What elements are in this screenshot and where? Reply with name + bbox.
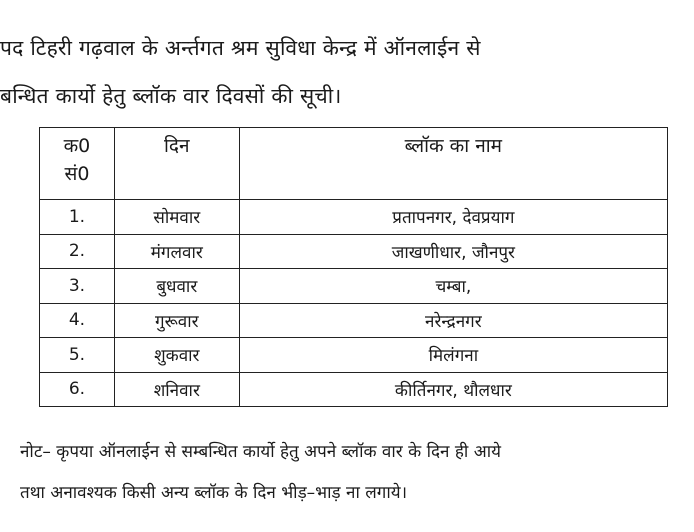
header-serial-line-2: सं0 — [64, 163, 90, 185]
cell-day: शनिवार — [114, 372, 239, 407]
cell-serial-number: 6. — [40, 372, 115, 407]
heading-line-1: पद टिहरी गढ़वाल के अर्न्तगत श्रम सुविधा केन्द्र में ऑनलाईन से — [0, 36, 481, 60]
cell-block-name: प्रतापनगर, देवप्रयाग — [239, 200, 667, 235]
note-line-2: तथा अनावश्यक किसी अन्य ब्लॉक के दिन भीड़–भाड़ ना लगाये। — [20, 483, 408, 503]
table-row — [40, 372, 668, 407]
header-serial-number — [40, 128, 115, 200]
block-schedule-table — [39, 127, 668, 407]
cell-serial-number: 1. — [40, 200, 115, 235]
heading-line-2: बन्धित कार्यो हेतु ब्लॉक वार दिवसों की सूची। — [0, 84, 342, 108]
cell-serial-number: 2. — [40, 234, 115, 269]
table-row — [40, 303, 668, 338]
note-line-1: नोट– कृपया ऑनलाईन से सम्बन्धित कार्यो हेतु अपने ब्लॉक वार के दिन ही आये — [20, 442, 501, 462]
header-serial-line-1: क0 — [63, 135, 91, 157]
cell-serial-number: 5. — [40, 338, 115, 373]
cell-serial-number: 4. — [40, 303, 115, 338]
cell-block-name: कीर्तिनगर, थौलधार — [239, 372, 667, 407]
table-row — [40, 269, 668, 304]
cell-day: सोमवार — [114, 200, 239, 235]
cell-day: बुधवार — [114, 269, 239, 304]
cell-block-name: मिलंगना — [239, 338, 667, 373]
table-row — [40, 200, 668, 235]
cell-day: मंगलवार — [114, 234, 239, 269]
table-row — [40, 234, 668, 269]
cell-block-name: नरेन्द्रनगर — [239, 303, 667, 338]
table-row — [40, 338, 668, 373]
note-paragraph — [20, 432, 694, 514]
document-heading — [0, 24, 694, 120]
cell-block-name: चम्बा, — [239, 269, 667, 304]
header-day: दिन — [114, 128, 239, 200]
cell-serial-number: 3. — [40, 269, 115, 304]
header-block-name: ब्लॉक का नाम — [239, 128, 667, 200]
cell-block-name: जाखणीधार, जौनपुर — [239, 234, 667, 269]
cell-day: गुरूवार — [114, 303, 239, 338]
table-header-row — [40, 128, 668, 200]
cell-day: शुकवार — [114, 338, 239, 373]
